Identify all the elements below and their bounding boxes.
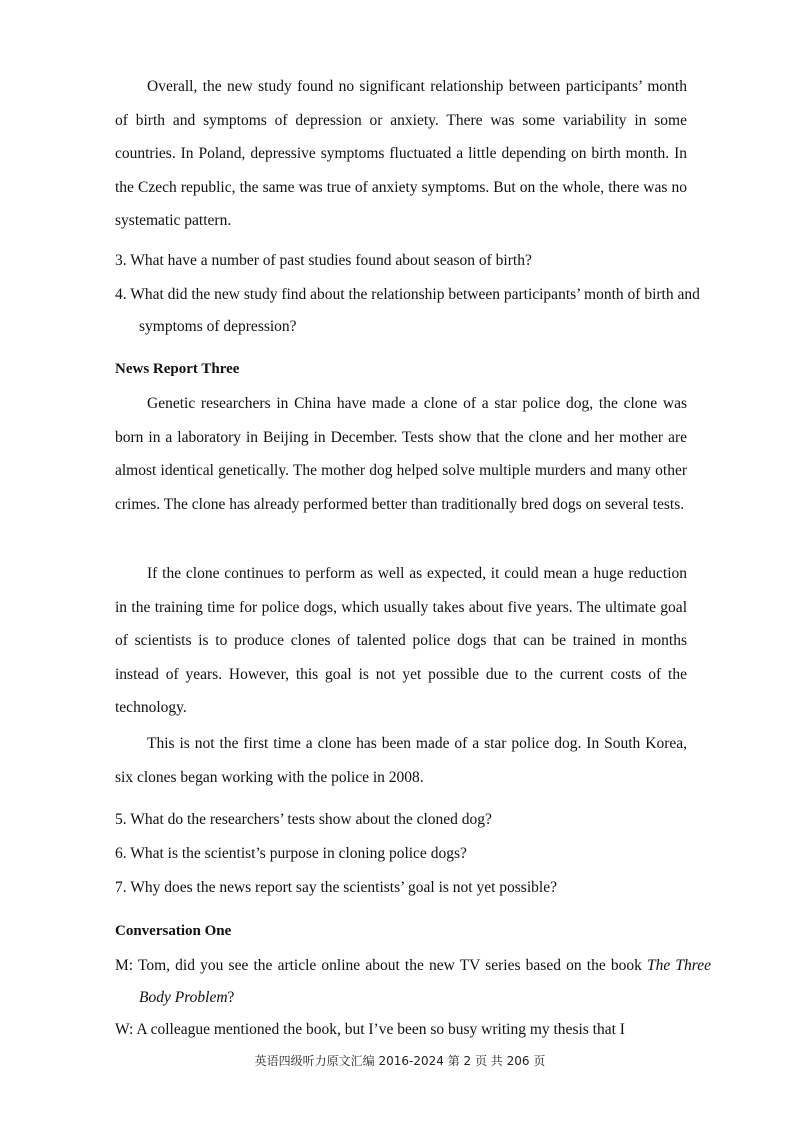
dialog-text: M: Tom, did you see the article online about the new TV series based on the book (115, 957, 648, 974)
paragraph-birth-study-overall: Overall, the new study found no significant relationship between participants’ month of birth and symptoms of depression or anxiety. There was some variability in some countries. In Poland, depressive symptoms fluctuated a little depending on birth month. In the Czech republic, the same was true of anxiety symptoms. But on the whole, there was no systematic pattern. (115, 78, 687, 229)
dialog-line-woman-1: W: A colleague mentioned the book, but I’ve been so busy writing my thesis that I (115, 1021, 625, 1038)
section-heading-conversation-one: Conversation One (115, 923, 232, 939)
question-7: 7. Why does the news report say the scientists’ goal is not yet possible? (115, 879, 557, 896)
paragraph-police-dog-clone: Genetic researchers in China have made a clone of a star police dog, the clone was born in a laboratory in Beijing in December. Tests show that the clone and her mother are almost identical genetically. The mother dog helped solve multiple murders and many other crimes. The clone has already performed better than traditionally bred dogs on several tests. (115, 395, 687, 513)
question-5: 5. What do the researchers’ tests show about the cloned dog? (115, 811, 492, 828)
section-heading-news-report-three: News Report Three (115, 361, 240, 377)
paragraph-training-time: If the clone continues to perform as well as expected, it could mean a huge reduction in the training time for police dogs, which usually takes about five years. The ultimate goal of scientists is to produce clones of talented police dogs that can be trained in months instead of years. However, this goal is not yet possible due to the current costs of the technology. (115, 565, 687, 716)
page-footer: 英语四级听力原文汇编 2016-2024 第 2 页 共 206 页 (254, 1054, 546, 1068)
dialog-line-man-1 (115, 950, 711, 1014)
paragraph-south-korea-clones: This is not the first time a clone has been made of a star police dog. In South Korea, six clones began working with the police in 2008. (115, 735, 687, 786)
question-3: 3. What have a number of past studies found about season of birth? (115, 252, 532, 269)
dialog-text-end: ? (227, 989, 235, 1006)
question-4: 4. What did the new study find about the relationship between participants’ month of birth and symptoms of depression? (115, 286, 700, 335)
question-6: 6. What is the scientist’s purpose in cloning police dogs? (115, 845, 467, 862)
book-title: The Three Body Problem (139, 957, 712, 1006)
